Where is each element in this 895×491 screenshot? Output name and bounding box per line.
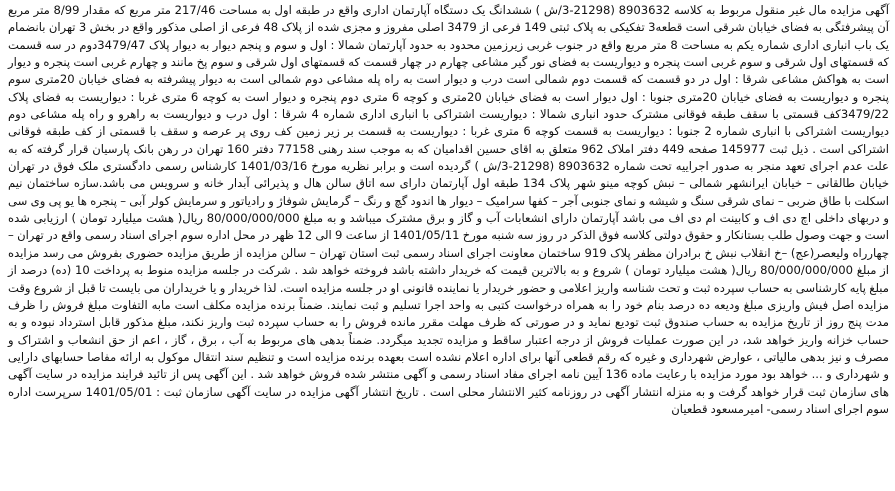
auction-notice-text: آگهی مزایده مال غیر منقول مربوط به کلاسه 8903632 (21298-3/ش ) ششدانگ یک دستگاه آپارتمان اداری واقع در طبقه اول به مساحت 217/46 متر مربع که مقدار 8/99 متر مربع آن پیشرفتگی به فضای خیابان شرقی است قطعه3 تفکیکی به پلاک ثبتی 149 فرعی از 3479 اصلی مفروز و مجزی شده از پلاک 48 فرعی از اصلی مذکور واقع در بخش 3 تهران بانضمام یک باب انباری اداری شماره یکم به مساحت 8 متر مربع واقع در جنوب غربی زیرزمین محدود به حدود آپارتمان شمالا : اول و سوم و پنجم دیوار به دیوار پلاک 3479/47دوم در سه قسمت که قسمتهای اول شرقی و سوم غربی است پنجره و دیواریست به فضای نور گیر مشاعی چهارم در چهار قسمت که قسمتهای اول شرقی و سوم پخ مانند و چهارم غربی است پنجره و دیوار است به هواکش مشاعی شرقا : اول در دو قسمت که قسمت دوم شمالی است درب و دیوار است به راه پله مشاعی دوم شمالی است به دیوار پیشرفته به فضای خیابان 20متری سوم پنجره و دیواریست به فضای خیابان 20متری جنوبا : اول دیوار است به فضای خیابان 20متری و کوچه 6 متری دوم پنجره و دیوار است به کوچه 6 متری غربا : دیواریست به فضای پلاک 3479/22کف قسمتی با سقف طبقه فوقانی مشترک حدود انباری شمالا : دیواریست اشتراکی با انباری اداری شماره 4 شرقا : اول درب و دیواریست به راهرو و راه پله مشاعی دوم دیواریست اشتراکی با انباری شماره 2 جنوبا : دیواریست به قسمت کوچه 6 متری غربا : دیواریست به قسمت بر زیر زمین کف روی پر عرصه و سقف با قسمتی از کف طبقه فوقانی اشتراکی است . ذیل ثبت 145977 صفحه 449 دفتر املاک 962 متعلق به اقای حسین اقدامیان که به موجب سند رهنی 77158 دفتر 160 تهران در رهن بانک پارسیان قرار گرفته که به علت عدم اجرای تعهد منجر به صدور اجراییه تحت شماره 8903632 (21298-3/ش ) گردیده است و برابر نظریه مورخ 1401/03/16 کارشناس رسمی دادگستری ملک فوق در تهران خیابان طالقانی – خیابان ایرانشهر شمالی – نبش کوچه مینو شهر پلاک 134 طبقه اول آپارتمان دارای سه اتاق سالن هال و پذیرائی آبدار خانه و سرویس می باشد.سازه ساختمان نیم اسکلت با طاق ضربی – نمای شرقی سنگ و شیشه و نمای جنوبی آجر – کفها سرامیک – دیوار ها اندود گچ و رنگ – گرمایش شوفاژ و رادیاتور و سرمایش کولر آبی – پنجره ها یو پی وی سی و دربهای داخلی اچ دی اف و کابینت ام دی اف می باشد آپارتمان دارای انشعابات آب و گاز و برق مشترک میباشد و به مبلغ 80/000/000/000 ریال( هشت میلیارد تومان ) ارزیابی شده است و جهت وصول طلب بستانکار و حقوق دولتی کلاسه فوق الذکر در روز سه شنبه مورخ 1401/05/11 از ساعت 9 الی 12 ظهر در محل اداره سوم اجرای اسناد رسمی واقع در تهران – چهارراه ولیعصر(عج) –خ انقلاب نبش خ برادران مظفر پلاک 919 ساختمان معاونت اجرای اسناد رسمی ثبت استان تهران – سالن مزایده از طریق مزایده حضوری بفروش می رسد مزایده از مبلغ 80/000/000/000 ریال( هشت میلیارد تومان ) شروع و به بالاترین قیمت که خریدار داشته باشد فروخته خواهد شد . شرکت در جلسه مزایده منوط به پرداخت 10 (ده) درصد از مبلغ پایه کارشناسی به حساب سپرده ثبت و تحت شناسه واریز اعلامی و حضور خریدار یا نماینده قانونی او در جلسه مزایده است. لذا خریدار و یا خریداران می بایست تا قبل از شروع وقت مزایده اصل فیش واریزی مبلغ ودیعه ده درصد بنام خود را به همراه درخواست کتبی به واحد اجرا تسلیم و ثبت نمایند. ضمناً برنده مزایده مکلف است مابه التفاوت مبلغ فروش را ظرف مدت پنج روز از تاریخ مزایده به حساب صندوق ثبت تودیع نماید و در صورتی که ظرف مهلت مقرر مانده فروش را به حساب سپرده ثبت واریز نکند، مبلغ مذکور قابل استرداد نبوده و به حساب خزانه واریز خواهد شد، در این صورت عملیات فروش از درجه اعتبار ساقط و مزایده تجدید میگردد. ضمناً بدهی های مربوط به آب ، برق ، گاز ، اعم از حق انشعاب و اشتراک و مصرف و نیز بدهی مالیاتی ، عوارض شهرداری و غیره که رقم قطعی آنها برای اداره اعلام نشده است بعهده برنده مزایده است و تنظیم سند انتقال موکول به ارائه مفاصا حسابهای دارایی و شهرداری و ... خواهد بود مورد مزایده با رعایت ماده 136 آیین نامه اجرای مفاد اسناد رسمی و آگهی منتشر شده فروش خواهد شد . این آگهی پس از تائید فرایند مزایده در سایت آگهی های سازمان ثبت قرار خواهد گرفت و به منزله انتشار آگهی در روزنامه کثیر الانتشار محلی است . تاریخ انتشار آگهی مزایده در سایت آگهی سازمان ثبت : 1401/05/01 سرپرست اداره سوم اجرای اسناد رسمی- امیرمسعود قطعیان (8, 3, 890, 416)
